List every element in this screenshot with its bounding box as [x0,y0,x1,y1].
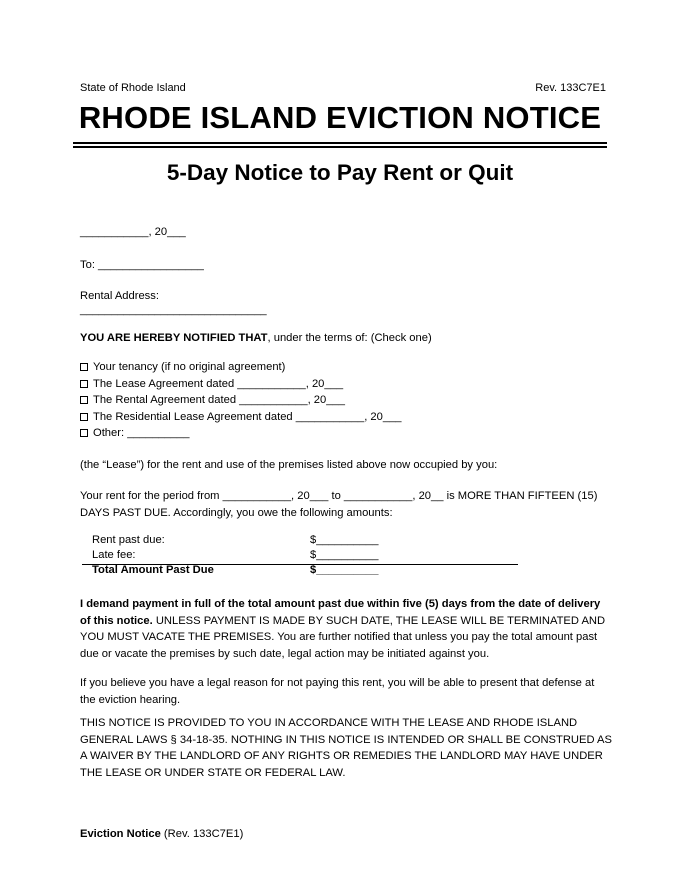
checkbox-icon[interactable] [80,396,88,404]
legal-notice-paragraph: THIS NOTICE IS PROVIDED TO YOU IN ACCORDANCE WITH THE LEASE AND RHODE ISLAND GENERAL LAWS § 34-18-35. NOTHING IN THIS NOTICE IS INTENDED OR SHALL BE CONSTRUED AS A WAIVER BY THE LANDLORD OF ANY RIGHTS OR REMEDIES THE LANDLORD MAY HAVE UNDER THE LEASE OR UNDER STATE OR FEDERAL LAW. [80,717,612,779]
option-label: The Rental Agreement dated ___________, 20___ [93,394,345,406]
amount-row-rent [80,533,520,548]
defense-paragraph: If you believe you have a legal reason for not paying this rent, you will be able to present that defense at the eviction hearing. [80,677,595,706]
checkbox-icon[interactable] [80,413,88,421]
amount-row-late-fee [80,548,520,563]
footer-bold: Eviction Notice [80,828,161,840]
title-double-rule [73,142,607,148]
footer [80,827,243,841]
rent-period-statement: Your rent for the period from ___________, 20___ to ___________, 20__ is MORE THAN FIFTEEN (15) DAYS PAST DUE. Accordingly, you owe the following amounts: [80,490,598,519]
notified-statement [80,330,432,347]
lease-option-tenancy[interactable] [80,359,402,376]
amount-field[interactable]: $__________ [310,564,379,576]
lease-options-list [80,359,402,442]
amount-label: Late fee: [92,549,136,561]
rental-address-field[interactable]: ______________________________ [80,304,267,316]
amount-field[interactable]: $__________ [310,549,379,561]
document-subtitle: 5-Day Notice to Pay Rent or Quit [166,160,514,185]
footer-rest: (Rev. 133C7E1) [160,828,244,840]
checkbox-icon[interactable] [80,380,88,388]
notified-rest: , under the terms of: (Check one) [267,332,432,344]
to-field[interactable]: _________________ [98,259,204,271]
notified-bold: YOU ARE HEREBY NOTIFIED THAT [80,332,268,344]
option-label: The Residential Lease Agreement dated ___________, 20___ [93,410,402,423]
date-field[interactable]: ___________, 20___ [80,226,186,238]
revision-label: Rev. 133C7E1 [535,82,606,94]
demand-bold: I demand payment in full of the total amount past due within five (5) days from the date of delivery of this notice. [80,598,601,627]
checkbox-icon[interactable] [80,429,88,437]
lease-option-residential-lease[interactable] [80,409,402,426]
to-line [80,257,204,274]
lease-option-rental-agreement[interactable] [80,392,402,409]
demand-paragraph [80,596,612,662]
to-label: To: [80,259,95,271]
option-label: The Lease Agreement dated ___________, 20___ [93,377,344,390]
option-label: Your tenancy (if no original agreement) [93,361,286,373]
lease-option-lease-agreement[interactable] [80,376,402,393]
amount-label: Total Amount Past Due [92,564,214,576]
checkbox-icon[interactable] [80,363,88,371]
rental-address-label: Rental Address: [80,290,159,302]
state-label: State of Rhode Island [80,82,186,94]
amounts-table [80,533,520,578]
lease-definition: (the “Lease”) for the rent and use of the premises listed above now occupied by you: [80,459,498,471]
document-title: RHODE ISLAND EVICTION NOTICE [78,100,602,135]
amount-field[interactable]: $__________ [310,534,379,546]
amount-label: Rent past due: [92,534,165,546]
demand-rest: UNLESS PAYMENT IS MADE BY SUCH DATE, THE LEASE WILL BE TERMINATED AND YOU MUST VACATE THE PREMISES. You are further notified that unless you pay the total amount past due or vacate the premises by such date, legal action may be initiated against you. [80,614,606,660]
lease-option-other[interactable] [80,425,402,442]
option-label: Other: __________ [93,427,190,439]
amount-row-total [80,563,520,578]
